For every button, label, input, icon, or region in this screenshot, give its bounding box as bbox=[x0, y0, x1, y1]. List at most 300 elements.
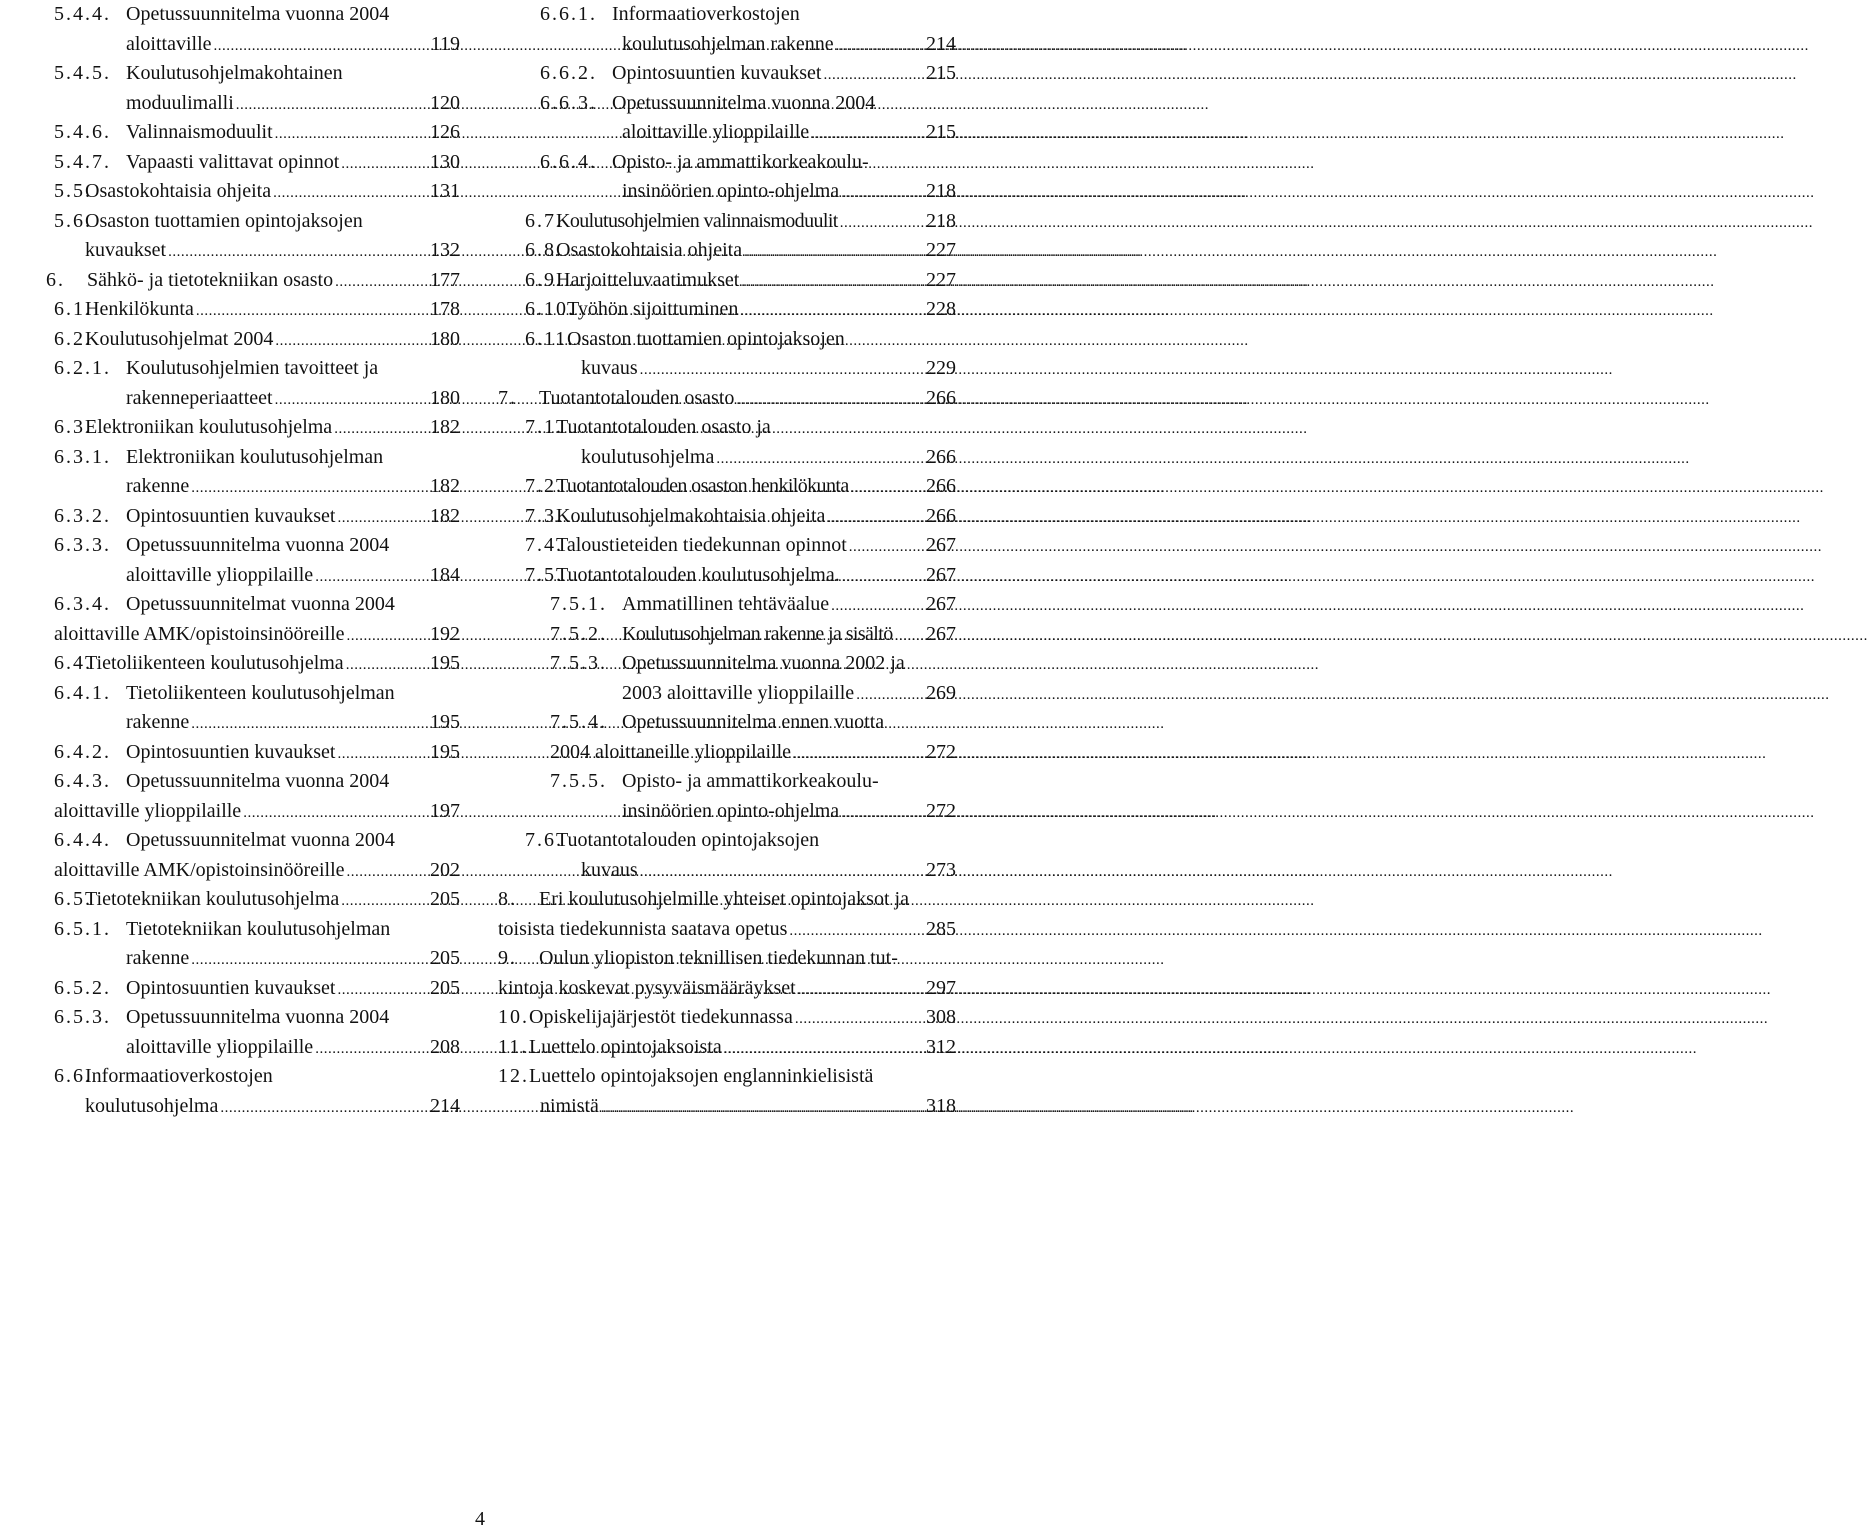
toc-entry-number: 6.4.2. bbox=[54, 740, 111, 763]
toc-entry-title: Opintosuuntien kuvaukset bbox=[126, 740, 336, 763]
toc-entry bbox=[54, 531, 460, 561]
toc-entry-title: rakenneperiaatteet bbox=[126, 386, 273, 409]
toc-entry-title: Ammatillinen tehtäväalue bbox=[622, 593, 830, 615]
dot-leader bbox=[273, 325, 430, 357]
toc-entry-page: 202 bbox=[430, 858, 460, 881]
toc-entry bbox=[498, 1033, 956, 1063]
toc-entry-page: 205 bbox=[430, 888, 460, 910]
toc-entry-number: 7.6. bbox=[525, 829, 563, 851]
toc-entry bbox=[498, 856, 956, 886]
toc-entry-number: 7.2. bbox=[525, 475, 563, 497]
dot-leader bbox=[345, 856, 430, 888]
toc-entry-title: Osastokohtaisia ohjeita bbox=[556, 239, 743, 261]
toc-entry-title: Opetussuunnitelma vuonna 2004 bbox=[126, 770, 390, 792]
dot-leader bbox=[335, 502, 430, 534]
toc-entry-title: Eri koulutusohjelmille yhteiset opintojaksot ja bbox=[539, 888, 909, 910]
toc-entry-title: aloittaville bbox=[126, 32, 212, 55]
toc-entry-number: 6.5.2. bbox=[54, 976, 111, 999]
toc-entry bbox=[498, 1003, 956, 1033]
toc-entry bbox=[54, 295, 460, 325]
toc-entry bbox=[498, 1062, 956, 1092]
dot-leader bbox=[271, 177, 430, 209]
toc-entry bbox=[498, 767, 956, 797]
dot-leader bbox=[344, 649, 430, 681]
toc-entry-page: 208 bbox=[430, 1035, 460, 1058]
toc-entry-title: aloittaville ylioppilaille bbox=[54, 799, 242, 822]
toc-entry bbox=[54, 561, 460, 591]
toc-entry-title: Työhön sijoittuminen bbox=[567, 298, 739, 320]
toc-entry-number: 6.3.3. bbox=[54, 534, 111, 556]
toc-entry bbox=[54, 679, 460, 709]
toc-entry bbox=[498, 177, 956, 207]
toc-entry-title: rakenne bbox=[126, 475, 190, 497]
toc-entry-page: 267 bbox=[926, 622, 956, 645]
toc-entry bbox=[498, 974, 956, 1004]
toc-entry-number: 6.8. bbox=[525, 239, 563, 261]
toc-entry-page: 308 bbox=[926, 1006, 956, 1028]
toc-entry-page: 182 bbox=[430, 504, 460, 527]
toc-entry bbox=[498, 354, 956, 384]
toc-entry bbox=[54, 413, 460, 443]
toc-entry-title: Tuotantotalouden opintojaksojen bbox=[556, 829, 820, 851]
toc-entry-number: 6.4.4. bbox=[54, 829, 111, 851]
toc-entry-number: 7.5. bbox=[525, 563, 563, 586]
toc-entry-title: Opintosuuntien kuvaukset bbox=[612, 62, 822, 84]
toc-entry-title: Opetussuunnitelma vuonna 2004 bbox=[126, 3, 390, 25]
toc-entry-number: 5.6. bbox=[54, 209, 92, 232]
toc-entry-page: 131 bbox=[430, 180, 460, 202]
toc-entry-number: 7.5.4. bbox=[550, 711, 607, 733]
toc-entry-title: Informaatioverkostojen bbox=[85, 1065, 273, 1087]
toc-entry-title: Opetussuunnitelmat vuonna 2004 bbox=[126, 593, 395, 615]
toc-entry bbox=[498, 826, 956, 856]
toc-entry bbox=[54, 1003, 460, 1033]
dot-leader bbox=[742, 236, 926, 268]
toc-entry-page: 177 bbox=[430, 268, 460, 291]
toc-entry-page: 214 bbox=[430, 1094, 460, 1117]
toc-entry bbox=[54, 59, 460, 89]
toc-entry bbox=[54, 118, 460, 148]
toc-entry-number: 10. bbox=[498, 1006, 529, 1028]
page-number: 4 bbox=[475, 1508, 485, 1530]
toc-entry-number: 6.3.1. bbox=[54, 445, 111, 468]
toc-entry bbox=[54, 177, 460, 207]
dot-leader bbox=[714, 443, 926, 475]
toc-entry-number: 6.6.3. bbox=[540, 91, 597, 114]
toc-entry bbox=[498, 1092, 956, 1122]
toc-entry-page: 266 bbox=[926, 386, 956, 409]
toc-entry bbox=[498, 148, 956, 178]
toc-entry-page: 312 bbox=[926, 1035, 956, 1058]
toc-entry-page: 195 bbox=[430, 711, 460, 733]
toc-entry bbox=[54, 738, 460, 768]
dot-leader bbox=[638, 354, 926, 386]
toc-entry-title: aloittaville ylioppilaille bbox=[126, 563, 314, 586]
toc-entry bbox=[54, 236, 460, 266]
toc-entry-number: 6.2. bbox=[54, 327, 92, 350]
toc-entry bbox=[498, 30, 956, 60]
dot-leader bbox=[313, 561, 430, 593]
toc-entry-title: Tietoliikenteen koulutusohjelman bbox=[126, 681, 395, 704]
toc-entry-number: 8. bbox=[498, 888, 517, 910]
toc-entry-title: Opisto- ja ammattikorkeakoulu- bbox=[622, 770, 879, 792]
toc-entry-page: 297 bbox=[926, 976, 956, 999]
dot-leader bbox=[793, 1003, 926, 1035]
toc-entry bbox=[498, 649, 956, 679]
dot-leader bbox=[809, 118, 926, 150]
toc-entry-title: aloittaville AMK/opistoinsinööreille bbox=[54, 858, 345, 881]
toc-entry-title: Osastokohtaisia ohjeita bbox=[85, 180, 272, 202]
dot-leader bbox=[739, 266, 926, 298]
dot-leader bbox=[821, 59, 926, 91]
toc-entry-title: aloittaville ylioppilaille bbox=[622, 121, 810, 143]
toc-entry-page: 126 bbox=[430, 121, 460, 143]
toc-entry-number: 7.5.2. bbox=[550, 622, 607, 645]
toc-entry bbox=[498, 620, 956, 650]
toc-entry-number: 6.10. bbox=[525, 298, 575, 320]
toc-entry-title: Tietotekniikan koulutusohjelman bbox=[126, 917, 391, 940]
toc-entry-title: Harjoitteluvaatimukset bbox=[556, 268, 740, 291]
toc-entry bbox=[54, 974, 460, 1004]
dot-leader bbox=[313, 1033, 430, 1065]
toc-entry-title: Opetussuunnitelmat vuonna 2004 bbox=[126, 829, 395, 851]
toc-entry-number: 6. bbox=[46, 268, 65, 291]
toc-entry bbox=[54, 148, 460, 178]
toc-entry bbox=[54, 30, 460, 60]
dot-leader bbox=[332, 413, 430, 445]
toc-entry-number: 5.4.7. bbox=[54, 150, 111, 173]
toc-entry-number: 6.6.1. bbox=[540, 3, 597, 25]
toc-entry-number: 7.5.3. bbox=[550, 652, 607, 674]
toc-entry-page: 130 bbox=[430, 150, 460, 173]
dot-leader bbox=[796, 974, 926, 1006]
toc-entry-page: 218 bbox=[926, 209, 956, 232]
toc-entry bbox=[498, 413, 956, 443]
dot-leader bbox=[335, 738, 430, 770]
toc-entry bbox=[54, 443, 460, 473]
dot-leader bbox=[834, 30, 926, 62]
toc-entry-title: Opetussuunnitelma vuonna 2004 bbox=[612, 91, 876, 114]
toc-entry-title: aloittaville ylioppilaille bbox=[126, 1035, 314, 1058]
toc-entry bbox=[498, 561, 956, 591]
toc-entry-title: Taloustieteiden tiedekunnan opinnot bbox=[556, 534, 847, 556]
dot-leader bbox=[273, 118, 430, 150]
toc-entry-number: 9. bbox=[498, 947, 517, 969]
dot-leader bbox=[847, 531, 926, 563]
toc-entry-page: 285 bbox=[926, 917, 956, 940]
toc-entry bbox=[54, 767, 460, 797]
toc-entry-title: insinöörien opinto-ohjelma bbox=[622, 799, 840, 822]
toc-entry-title: insinöörien opinto-ohjelma bbox=[622, 180, 840, 202]
toc-entry-number: 6.3. bbox=[54, 416, 92, 438]
toc-entry-page: 184 bbox=[430, 563, 460, 586]
dot-leader bbox=[734, 384, 926, 416]
toc-entry bbox=[54, 826, 460, 856]
toc-entry-page: 272 bbox=[926, 740, 956, 763]
toc-entry-title: rakenne bbox=[126, 711, 190, 733]
toc-entry bbox=[54, 797, 460, 827]
toc-entry-title: Opetussuunnitelma vuonna 2004 bbox=[126, 534, 390, 556]
toc-entry-title: Opintosuuntien kuvaukset bbox=[126, 504, 336, 527]
dot-leader bbox=[791, 738, 926, 770]
toc-entry-page: 215 bbox=[926, 121, 956, 143]
toc-entry-title: Tuotantotalouden osasto ja bbox=[556, 416, 771, 438]
dot-leader bbox=[599, 1092, 926, 1124]
toc-entry-title: Opetussuunnitelma ennen vuotta bbox=[622, 711, 885, 733]
toc-entry-page: 267 bbox=[926, 534, 956, 556]
toc-entry-title: 2003 aloittaville ylioppilaille bbox=[622, 681, 855, 704]
dot-leader bbox=[738, 295, 926, 327]
toc-entry-number: 12. bbox=[498, 1065, 529, 1087]
toc-entry-title: Luettelo opintojaksojen englanninkielisistä bbox=[529, 1065, 874, 1087]
toc-entry-title: Koulutusohjelman rakenne ja sisältö bbox=[622, 622, 893, 645]
toc-entry bbox=[54, 1033, 460, 1063]
dot-leader bbox=[893, 620, 926, 652]
toc-entry bbox=[498, 384, 956, 414]
dot-leader bbox=[189, 944, 430, 976]
toc-entry-number: 11. bbox=[498, 1035, 529, 1058]
toc-entry-number: 6.9. bbox=[525, 268, 563, 291]
toc-entry-page: 318 bbox=[926, 1094, 956, 1117]
toc-entry-number: 6.4.1. bbox=[54, 681, 111, 704]
toc-entry-page: 228 bbox=[926, 298, 956, 320]
toc-entry bbox=[54, 590, 460, 620]
toc-entry-page: 182 bbox=[430, 416, 460, 438]
toc-entry-title: Opetussuunnitelma vuonna 2002 ja bbox=[622, 652, 905, 674]
toc-entry bbox=[54, 944, 460, 974]
dot-leader bbox=[854, 679, 926, 711]
toc-entry-number: 6.5.1. bbox=[54, 917, 111, 940]
toc-entry bbox=[54, 325, 460, 355]
toc-entry-number: 7.5.1. bbox=[550, 593, 607, 615]
toc-entry-number: 6.11. bbox=[525, 327, 575, 350]
toc-entry-number: 6.6.4. bbox=[540, 150, 597, 173]
dot-leader bbox=[825, 502, 926, 534]
toc-entry-number: 5.4.5. bbox=[54, 62, 111, 84]
toc-entry-title: Sähkö- ja tietotekniikan osasto bbox=[87, 268, 334, 291]
dot-leader bbox=[166, 236, 430, 268]
toc-entry bbox=[46, 266, 460, 296]
toc-entry bbox=[498, 944, 956, 974]
toc-entry-page: 178 bbox=[430, 298, 460, 320]
dot-leader bbox=[829, 590, 926, 622]
dot-leader bbox=[638, 856, 926, 888]
toc-entry bbox=[54, 207, 460, 237]
dot-leader bbox=[787, 915, 926, 947]
toc-entry-title: Tuotantotalouden koulutusohjelma. bbox=[556, 563, 840, 586]
dot-leader bbox=[333, 266, 430, 298]
toc-entry-title: Koulutusohjelmakohtaisia ohjeita bbox=[556, 504, 826, 527]
toc-entry bbox=[54, 649, 460, 679]
toc-entry bbox=[54, 89, 460, 119]
toc-entry-page: 266 bbox=[926, 504, 956, 527]
toc-entry-title: Koulutusohjelmat 2004 bbox=[85, 327, 274, 350]
toc-entry-title: Opiskelijajärjestöt tiedekunnassa bbox=[529, 1006, 793, 1028]
toc-entry bbox=[498, 207, 956, 237]
toc-entry bbox=[498, 89, 956, 119]
toc-entry-page: 267 bbox=[926, 563, 956, 586]
toc-entry-number: 7.5.5. bbox=[550, 770, 607, 792]
toc-entry bbox=[498, 738, 956, 768]
toc-entry-number: 6.3.2. bbox=[54, 504, 111, 527]
toc-entry bbox=[54, 502, 460, 532]
toc-entry-page: 180 bbox=[430, 327, 460, 350]
toc-entry-page: 218 bbox=[926, 180, 956, 202]
toc-entry-title: nimistä bbox=[540, 1094, 599, 1117]
toc-entry-title: Koulutusohjelmien valinnaismoduulit bbox=[556, 209, 838, 232]
toc-entry-page: 192 bbox=[430, 622, 460, 645]
toc-entry-number: 6.5.3. bbox=[54, 1006, 111, 1028]
toc-entry-title: koulutusohjelman rakenne bbox=[622, 32, 834, 55]
toc-entry bbox=[498, 679, 956, 709]
dot-leader bbox=[722, 1033, 926, 1065]
toc-entry-number: 7.1. bbox=[525, 416, 563, 438]
toc-entry bbox=[54, 620, 460, 650]
toc-entry-title: Elektroniikan koulutusohjelman bbox=[126, 445, 384, 468]
toc-entry-number: 6.5. bbox=[54, 888, 92, 910]
toc-entry bbox=[54, 708, 460, 738]
toc-entry-number: 5.4.4. bbox=[54, 3, 111, 25]
toc-entry-number: 6.6. bbox=[54, 1065, 92, 1087]
dot-leader bbox=[189, 472, 430, 504]
toc-entry-number: 6.1. bbox=[54, 298, 92, 320]
toc-column-right bbox=[498, 0, 956, 1121]
toc-entry bbox=[498, 443, 956, 473]
toc-entry bbox=[498, 236, 956, 266]
toc-entry-page: 272 bbox=[926, 799, 956, 822]
dot-leader bbox=[335, 974, 430, 1006]
toc-entry-page: 119 bbox=[430, 32, 460, 55]
toc-entry-page: 227 bbox=[926, 268, 956, 291]
toc-entry-title: koulutusohjelma bbox=[581, 445, 715, 468]
toc-entry-number: 5.4.6. bbox=[54, 121, 111, 143]
toc-entry bbox=[498, 118, 956, 148]
toc-entry bbox=[498, 266, 956, 296]
toc-entry-page: 180 bbox=[430, 386, 460, 409]
toc-entry-title: kuvaukset bbox=[85, 239, 167, 261]
toc-entry-page: 227 bbox=[926, 239, 956, 261]
toc-entry bbox=[498, 325, 956, 355]
dot-leader bbox=[212, 30, 431, 62]
toc-entry-number: 6.7. bbox=[525, 209, 563, 232]
toc-entry-title: Tuotantotalouden osaston henkilökunta bbox=[556, 475, 849, 497]
toc-column-left bbox=[46, 0, 460, 1121]
toc-entry-page: 197 bbox=[430, 799, 460, 822]
dot-leader bbox=[273, 384, 430, 416]
toc-entry-page: 214 bbox=[926, 32, 956, 55]
toc-entry-title: Koulutusohjelmakohtainen bbox=[126, 62, 343, 84]
toc-entry-page: 229 bbox=[926, 357, 956, 379]
toc-entry-page: 132 bbox=[430, 239, 460, 261]
toc-entry-number: 5.5. bbox=[54, 180, 92, 202]
dot-leader bbox=[189, 708, 430, 740]
toc-entry bbox=[54, 472, 460, 502]
toc-entry-page: 205 bbox=[430, 947, 460, 969]
toc-entry-title: kintoja koskevat pysyväismääräykset bbox=[498, 976, 796, 999]
toc-entry-title: Tuotantotalouden osasto bbox=[539, 386, 735, 409]
toc-entry bbox=[498, 708, 956, 738]
dot-leader bbox=[838, 207, 926, 239]
toc-entry-title: Opisto- ja ammattikorkeakoulu- bbox=[612, 150, 869, 173]
toc-entry-title: koulutusohjelma bbox=[85, 1094, 219, 1117]
toc-entry-page: 205 bbox=[430, 976, 460, 999]
toc-entry bbox=[498, 915, 956, 945]
toc-entry-page: 195 bbox=[430, 740, 460, 763]
dot-leader bbox=[339, 148, 430, 180]
toc-entry bbox=[54, 0, 460, 30]
toc-entry bbox=[54, 915, 460, 945]
dot-leader bbox=[345, 620, 430, 652]
toc-entry-title: Henkilökunta bbox=[85, 298, 194, 320]
toc-entry bbox=[498, 472, 956, 502]
toc-entry bbox=[498, 295, 956, 325]
toc-entry-page: 215 bbox=[926, 62, 956, 84]
toc-entry bbox=[498, 531, 956, 561]
toc-entry bbox=[54, 1062, 460, 1092]
toc-entry bbox=[498, 59, 956, 89]
toc-entry-title: 2004 aloittaneille ylioppilaille bbox=[550, 740, 792, 763]
toc-entry bbox=[498, 590, 956, 620]
toc-entry-number: 7. bbox=[498, 386, 517, 409]
toc-entry-number: 6.6.2. bbox=[540, 62, 597, 84]
toc-entry-title: kuvaus bbox=[581, 357, 638, 379]
toc-entry-title: Valinnaismoduulit bbox=[126, 121, 273, 143]
toc-entry-page: 195 bbox=[430, 652, 460, 674]
toc-entry bbox=[498, 797, 956, 827]
toc-entry-number: 6.4. bbox=[54, 652, 92, 674]
toc-entry bbox=[54, 1092, 460, 1122]
toc-entry-number: 6.4.3. bbox=[54, 770, 111, 792]
toc-entry-title: Vapaasti valittavat opinnot bbox=[126, 150, 340, 173]
toc-entry-title: Opintosuuntien kuvaukset bbox=[126, 976, 336, 999]
toc-entry-title: Opetussuunnitelma vuonna 2004 bbox=[126, 1006, 390, 1028]
toc-entry bbox=[498, 885, 956, 915]
toc-entry-title: Luettelo opintojaksoista bbox=[529, 1035, 722, 1058]
dot-leader bbox=[839, 797, 926, 829]
toc-entry-page: 182 bbox=[430, 475, 460, 497]
toc-entry-number: 7.4. bbox=[525, 534, 563, 556]
toc-entry-title: Tietotekniikan koulutusohjelma bbox=[85, 888, 340, 910]
dot-leader bbox=[194, 295, 430, 327]
toc-entry-page: 273 bbox=[926, 858, 956, 881]
toc-entry-title: Osaston tuottamien opintojaksojen bbox=[567, 327, 845, 350]
toc-entry-title: kuvaus bbox=[581, 858, 638, 881]
toc-entry bbox=[498, 0, 956, 30]
toc-entry bbox=[54, 384, 460, 414]
toc-entry-title: moduulimalli bbox=[126, 91, 234, 114]
dot-leader bbox=[839, 177, 926, 209]
toc-entry-title: rakenne bbox=[126, 947, 190, 969]
dot-leader bbox=[840, 561, 926, 593]
dot-leader bbox=[339, 885, 430, 917]
dot-leader bbox=[234, 89, 430, 121]
toc-entry-number: 7.3. bbox=[525, 504, 563, 527]
toc-entry-page: 120 bbox=[430, 91, 460, 114]
toc-entry-number: 6.3.4. bbox=[54, 593, 111, 615]
toc-entry-title: Elektroniikan koulutusohjelma bbox=[85, 416, 333, 438]
toc-entry-page: 267 bbox=[926, 593, 956, 615]
toc-entry-page: 266 bbox=[926, 475, 956, 497]
toc-entry bbox=[54, 856, 460, 886]
toc-entry-page: 269 bbox=[926, 681, 956, 704]
dot-leader bbox=[849, 472, 926, 504]
toc-entry bbox=[54, 885, 460, 915]
toc-entry-title: Informaatioverkostojen bbox=[612, 3, 800, 25]
toc-entry-title: Koulutusohjelmien tavoitteet ja bbox=[126, 357, 379, 379]
toc-entry-title: Osaston tuottamien opintojaksojen bbox=[85, 209, 363, 232]
toc-entry-number: 6.2.1. bbox=[54, 357, 111, 379]
toc-entry-title: Tietoliikenteen koulutusohjelma bbox=[85, 652, 344, 674]
